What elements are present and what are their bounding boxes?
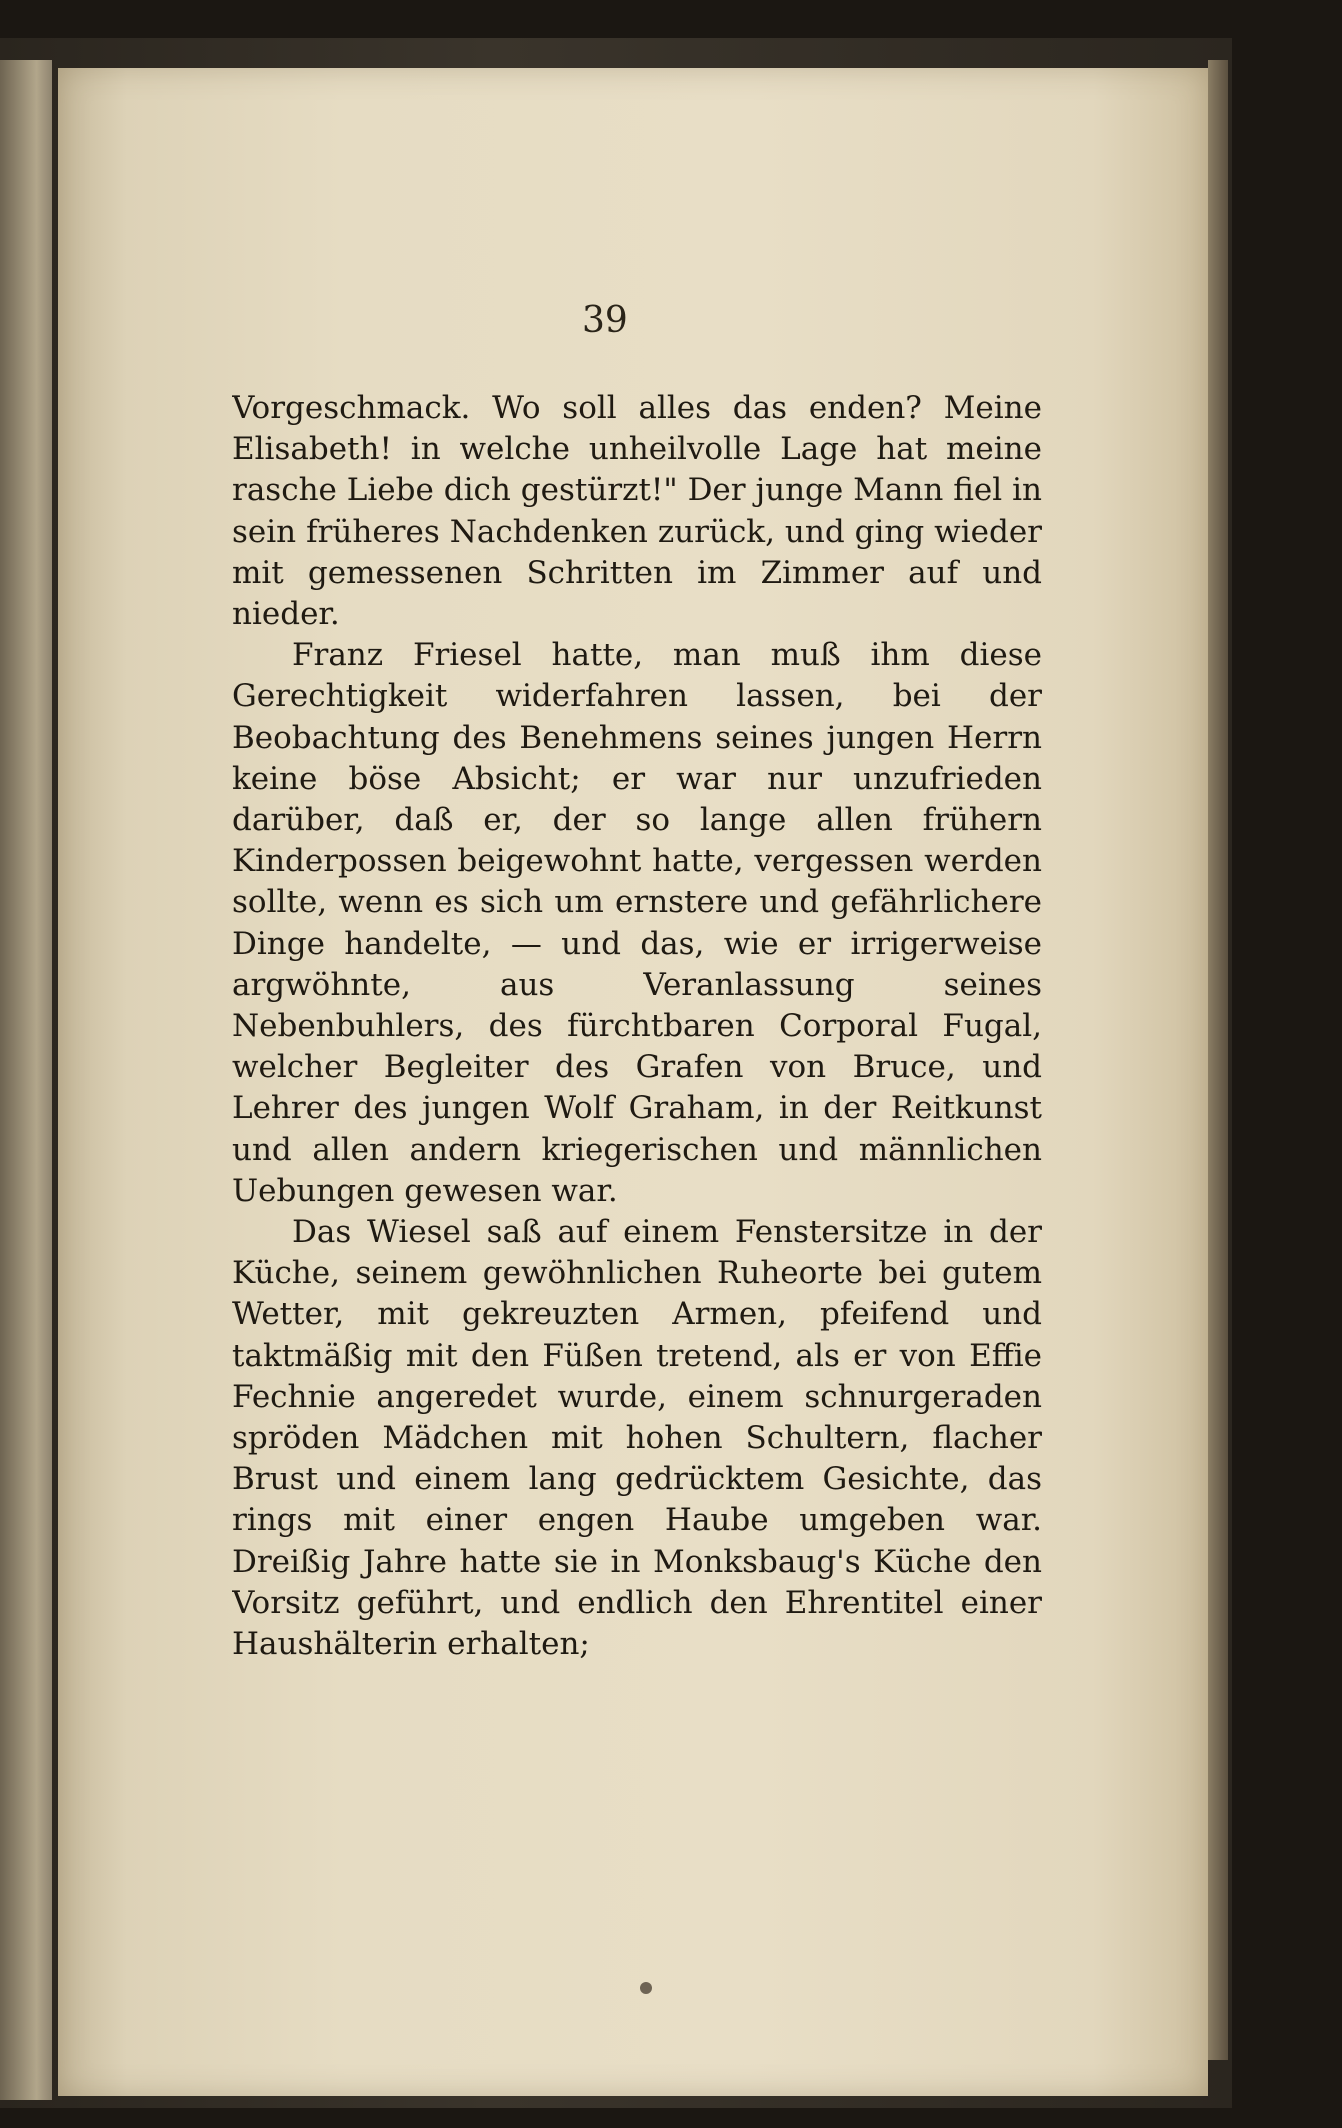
page-stack-edge [1208, 60, 1228, 2060]
paragraph-1: Vorgeschmack. Wo soll alles das enden? Meine Elisabeth! in welche unheilvolle Lage hat meine rasche Liebe dich gestürzt!" Der junge Mann fiel in sein früheres Nachdenken zurück, und ging wieder mit gemessenen Schritten im Zimmer auf und nieder. [232, 390, 1042, 633]
paragraph-2: Franz Friesel hatte, man muß ihm diese Gerechtigkeit widerfahren lassen, bei der Beobachtung des Benehmens seines jungen Herrn keine böse Absicht; er war nur unzufrieden darüber, daß er, der so lange allen frühern Kinderpossen beigewohnt hatte, vergessen werden sollte, wenn es sich um ernstere und gefährlichere Dinge handelte, — und das, wie er irrigerweise argwöhnte, aus Veranlassung seines Nebenbuhlers, des fürchtbaren Corporal Fugal, welcher Begleiter des Grafen von Bruce, und Lehrer des jungen Wolf Graham, in der Reitkunst und allen andern kriegerischen und männlichen Uebungen gewesen war. [232, 637, 1042, 1209]
paper-speck [640, 1982, 652, 1994]
body-text [232, 388, 1042, 1768]
paragraph-3: Das Wiesel saß auf einem Fenstersitze in der Küche, seinem gewöhnlichen Ruheorte bei gutem Wetter, mit gekreuzten Armen, pfeifend und taktmäßig mit den Füßen tretend, als er von Effie Fechnie angeredet wurde, einem schnurgeraden spröden Mädchen mit hohen Schultern, flacher Brust und einem lang gedrücktem Gesichte, das rings mit einer engen Haube umgeben war. Dreißig Jahre hatte sie in Monksbaug's Küche den Vorsitz geführt, und endlich den Ehrentitel einer Haushälterin erhalten; [232, 1214, 1042, 1663]
facing-page-edge [0, 60, 52, 2100]
page-number: 39 [582, 300, 628, 341]
